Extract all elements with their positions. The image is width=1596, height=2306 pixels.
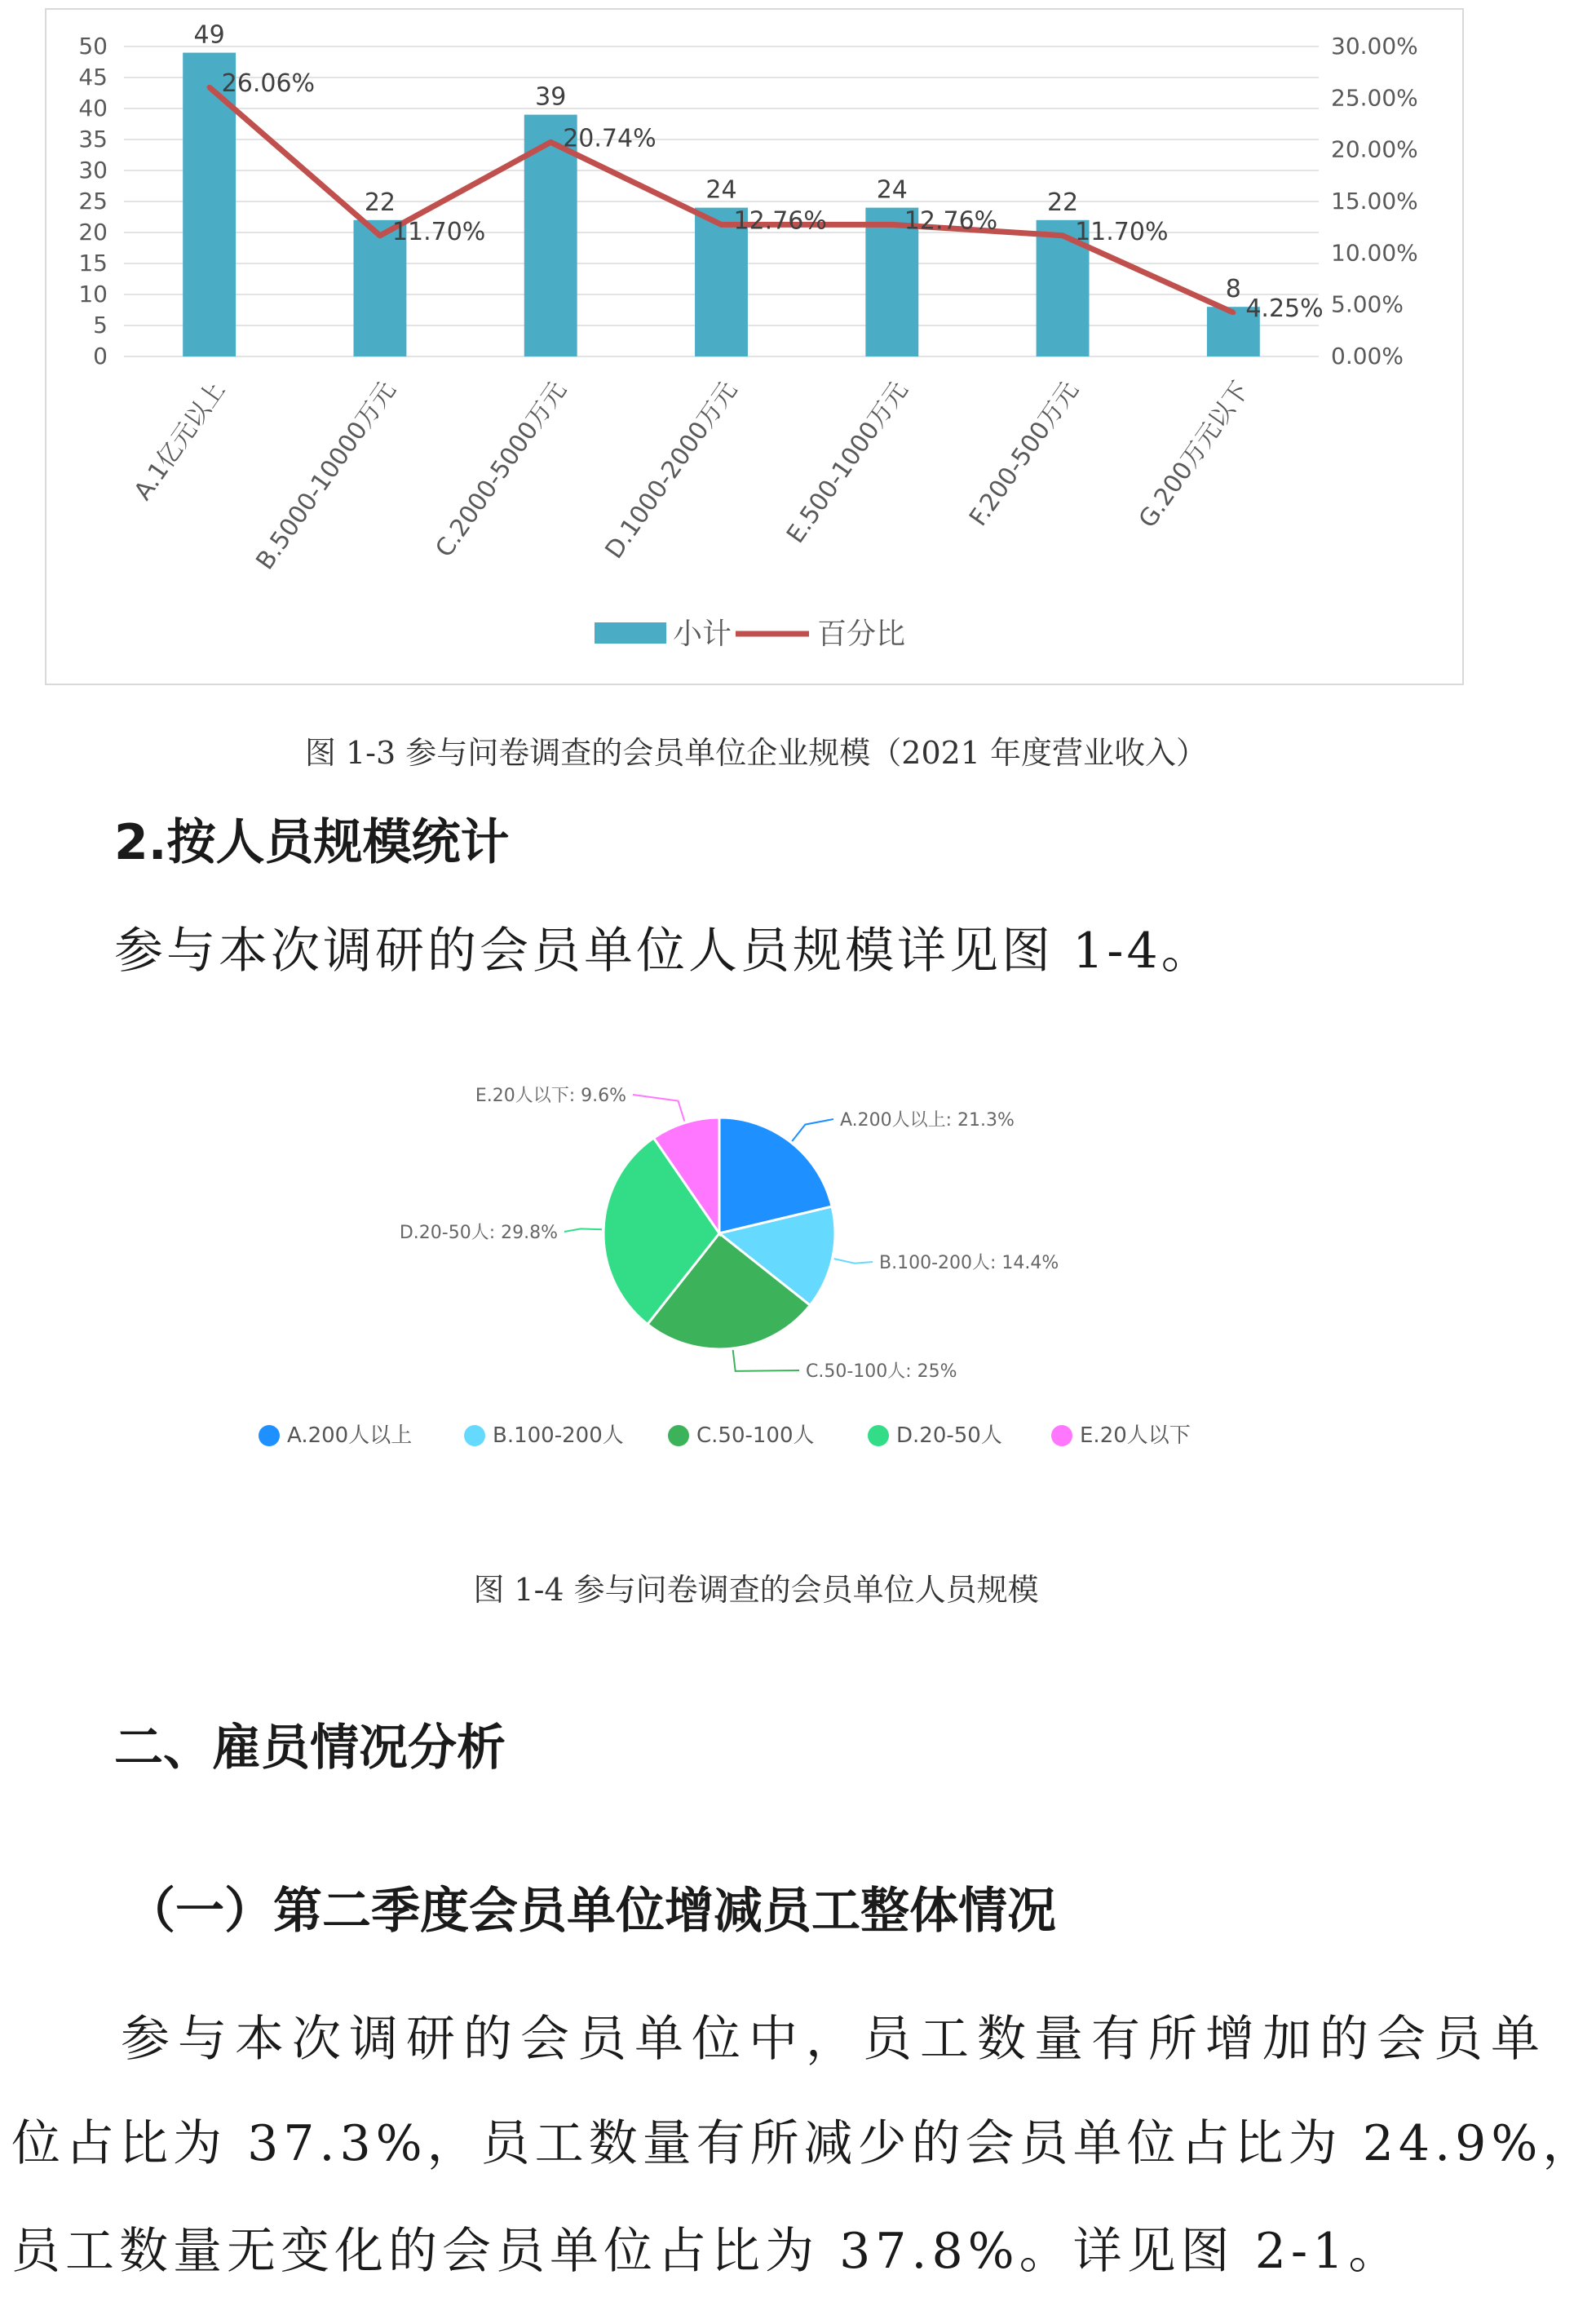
paragraph-line-1: 参与本次调研的会员单位中，员工数量有所增加的会员单 — [121, 2011, 1548, 2068]
y-tick-label: 0 — [93, 343, 108, 370]
bar-data-label: 22 — [1046, 188, 1079, 217]
y2-tick-label: 5.00% — [1331, 290, 1404, 318]
pie-data-label: E.20人以下: 9.6% — [475, 1086, 626, 1106]
legend-label: B.100-200人 — [493, 1423, 624, 1448]
y-tick-label: 35 — [78, 126, 108, 153]
y2-tick-label: 20.00% — [1331, 135, 1418, 163]
pie-data-label: C.50-100人: 25% — [806, 1361, 957, 1382]
legend-label: C.50-100人 — [696, 1423, 815, 1448]
pie-leader-line — [733, 1350, 799, 1371]
pie-leader-line — [564, 1228, 602, 1232]
y-tick-label: 50 — [78, 33, 108, 60]
legend-marker — [464, 1425, 485, 1446]
bar-data-label: 24 — [876, 175, 908, 205]
heading-employee-analysis: 二、雇员情况分析 — [114, 1720, 506, 1777]
y-tick-label: 10 — [78, 281, 108, 308]
legend-marker — [668, 1425, 689, 1446]
bar-data-label: 22 — [364, 188, 396, 217]
y2-tick-label: 30.00% — [1331, 33, 1418, 60]
heading-q2-overall: （一）第二季度会员单位增减员工整体情况 — [126, 1883, 1056, 1940]
line-data-label: 11.70% — [1075, 217, 1169, 246]
legend-label-bar: 小计 — [673, 617, 732, 651]
line-point — [207, 85, 212, 90]
line-data-label: 26.06% — [221, 69, 316, 98]
y-tick-label: 15 — [78, 250, 108, 277]
legend-marker — [259, 1425, 280, 1446]
line-point — [378, 233, 382, 238]
y-tick-label: 25 — [78, 188, 108, 215]
legend-marker — [1051, 1425, 1072, 1446]
y-tick-label: 5 — [93, 312, 108, 339]
line-data-label: 12.76% — [733, 206, 827, 236]
figure-1-3-chart — [45, 8, 1464, 685]
x-tick-label: G.200万元以下 — [1133, 376, 1255, 533]
legend-marker — [868, 1425, 889, 1446]
x-tick-label: A.1亿元以上 — [128, 376, 232, 506]
bar-data-label: 39 — [535, 82, 567, 112]
x-tick-label: F.200-500万元 — [964, 376, 1085, 532]
legend-label: D.20-50人 — [896, 1423, 1002, 1448]
line-data-label: 20.74% — [563, 124, 657, 153]
staff-scale-pie-chart — [287, 1060, 1199, 1485]
pie-data-label: B.100-200人: 14.4% — [879, 1253, 1059, 1273]
y2-tick-label: 15.00% — [1331, 188, 1418, 215]
paragraph-line-2: 位占比为 37.3%，员工数量有所减少的会员单位占比为 24.9%， — [11, 2115, 1596, 2172]
y-tick-label: 20 — [78, 219, 108, 246]
figure-1-4-caption: 图 1-4 参与问卷调查的会员单位人员规模 — [473, 1572, 1039, 1608]
pie-leader-line — [792, 1119, 833, 1141]
x-tick-label: C.2000-5000万元 — [430, 376, 573, 563]
legend-swatch-bar — [595, 622, 666, 644]
pie-data-label: D.20-50人: 29.8% — [399, 1223, 558, 1243]
y2-tick-label: 25.00% — [1331, 84, 1418, 112]
legend-label-line: 百分比 — [817, 617, 906, 651]
figure-1-3-caption: 图 1-3 参与问卷调查的会员单位企业规模（2021 年度营业收入） — [304, 735, 1208, 771]
line-point — [890, 222, 895, 227]
line-data-label: 12.76% — [904, 206, 998, 236]
line-point — [1231, 310, 1236, 315]
bar-data-label: 49 — [193, 20, 225, 50]
pie-leader-line — [834, 1259, 873, 1264]
y-tick-label: 45 — [78, 64, 108, 91]
revenue-scale-combo-chart — [46, 10, 1466, 687]
line-data-label: 4.25% — [1245, 294, 1324, 324]
line-point — [548, 139, 553, 144]
line-point — [1060, 233, 1065, 238]
x-tick-label: E.500-1000万元 — [781, 376, 914, 549]
y-tick-label: 30 — [78, 157, 108, 184]
bar-data-label: 24 — [705, 175, 737, 205]
legend-label: E.20人以下 — [1080, 1423, 1191, 1448]
pie-leader-line — [633, 1095, 684, 1121]
section-2-text: 参与本次调研的会员单位人员规模详见图 1-4。 — [114, 923, 1214, 980]
line-point — [719, 222, 724, 227]
bar — [183, 53, 236, 356]
legend-label: A.200人以上 — [287, 1423, 413, 1448]
y2-tick-label: 0.00% — [1331, 343, 1404, 370]
line-data-label: 11.70% — [391, 217, 486, 246]
y-tick-label: 40 — [78, 95, 108, 122]
section-heading-staff-scale: 2.按人员规模统计 — [114, 814, 510, 871]
x-tick-label: B.5000-10000万元 — [250, 376, 402, 575]
pie-data-label: A.200人以上: 21.3% — [840, 1110, 1015, 1131]
paragraph-line-3: 员工数量无变化的会员单位占比为 37.8%。详见图 2-1。 — [11, 2223, 1403, 2280]
figure-1-4-chart — [287, 1060, 1199, 1485]
y2-tick-label: 10.00% — [1331, 239, 1418, 267]
x-tick-label: D.1000-2000万元 — [599, 376, 744, 564]
bar-data-label: 8 — [1225, 275, 1241, 304]
